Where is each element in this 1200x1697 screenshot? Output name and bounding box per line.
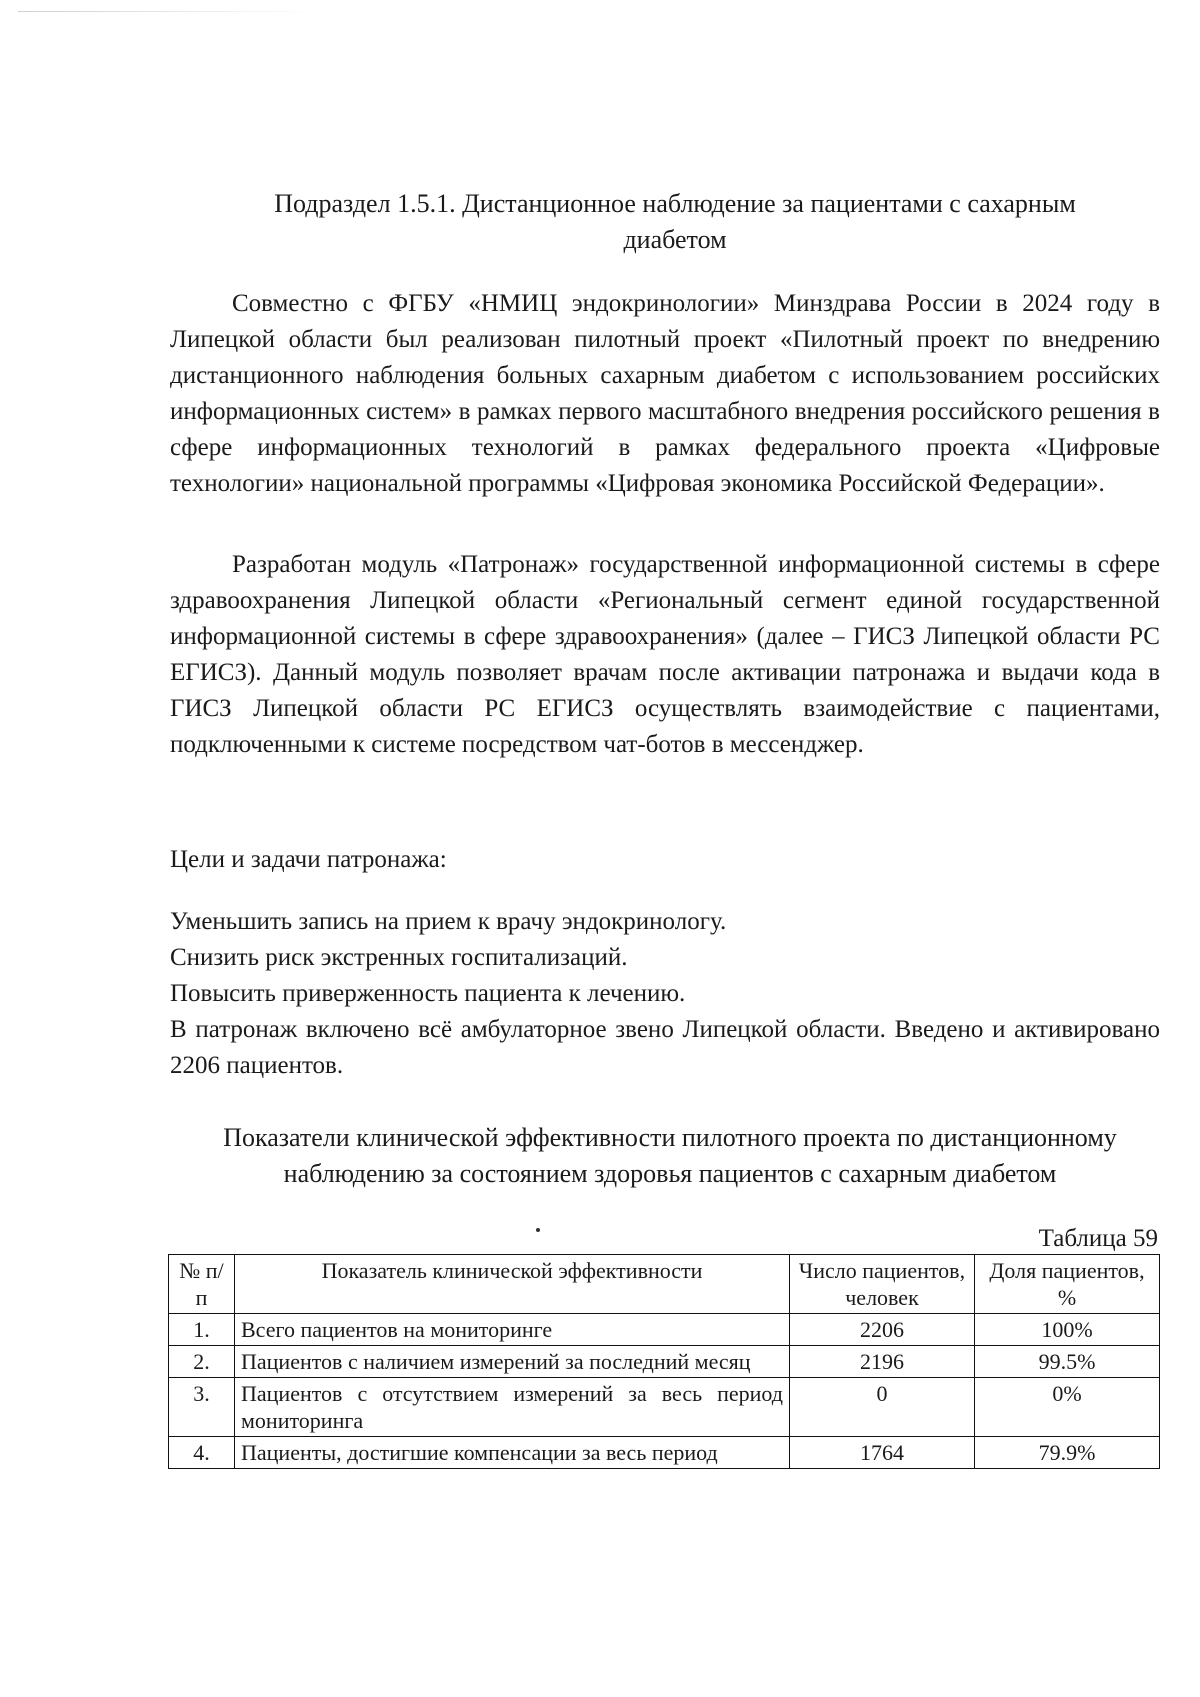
row-num: 1. xyxy=(169,1314,235,1346)
row-share: 0% xyxy=(975,1378,1160,1437)
subsection-title: Подраздел 1.5.1. Дистанционное наблюдение за пациентами с сахарным диабетом xyxy=(274,189,1076,254)
row-patients: 2196 xyxy=(790,1346,975,1378)
row-num: 3. xyxy=(169,1378,235,1437)
row-indicator: Всего пациентов на мониторинге xyxy=(235,1314,790,1346)
goals-heading: Цели и задачи патронажа: xyxy=(170,846,447,873)
table-row xyxy=(169,1314,1160,1346)
goal-item: Уменьшить запись на прием к врачу эндокринологу. xyxy=(170,908,727,935)
row-patients: 0 xyxy=(790,1378,975,1437)
goal-item: Снизить риск экстренных госпитализаций. xyxy=(170,944,628,971)
goals-list xyxy=(170,904,1160,1084)
row-num: 2. xyxy=(169,1346,235,1378)
scan-speck xyxy=(536,1228,540,1232)
clinical-efficiency-table xyxy=(168,1254,1160,1469)
row-share: 100% xyxy=(975,1314,1160,1346)
row-indicator: Пациентов с отсутствием измерений за весь период мониторинга xyxy=(235,1378,790,1437)
row-patients: 1764 xyxy=(790,1437,975,1469)
table-row xyxy=(169,1378,1160,1437)
row-share: 79.9% xyxy=(975,1437,1160,1469)
goal-item: Повысить приверженность пациента к лечению. xyxy=(170,980,686,1007)
patronage-summary: В патронаж включено всё амбулаторное звено Липецкой области. Введено и активировано 2206 пациентов. xyxy=(170,1016,1160,1079)
table-label: Таблица 59 xyxy=(1038,1225,1158,1252)
row-indicator: Пациентов с наличием измерений за последний месяц xyxy=(235,1346,790,1378)
paragraph-patronage-module: Разработан модуль «Патронаж» государственной информационной системы в сфере здравоохранения Липецкой области «Региональный сегмент единой государственной информационной системы в сфере здравоохранения» (далее – ГИСЗ Липецкой области РС ЕГИСЗ). Данный модуль позволяет врачам после активации патронажа и выдачи кода в ГИСЗ Липецкой области РС ЕГИСЗ осуществлять взаимодействие с пациентами, подключенными к системе посредством чат-ботов в мессенджер. xyxy=(170,551,1160,758)
paragraph-pilot-project: Совместно с ФГБУ «НМИЦ эндокринологии» Минздрава России в 2024 году в Липецкой области был реализован пилотный проект «Пилотный проект по внедрению дистанционного наблюдения больных сахарным диабетом с использованием российских информационных систем» в рамках первого масштабного внедрения российского решения в сфере информационных технологий в рамках федерального проекта «Цифровые технологии» национальной программы «Цифровая экономика Российской Федерации». xyxy=(170,290,1160,497)
row-share: 99.5% xyxy=(975,1346,1160,1378)
row-indicator: Пациенты, достигшие компенсации за весь период xyxy=(235,1437,790,1469)
header-patients: Число пациентов, человек xyxy=(790,1255,975,1314)
table-row xyxy=(169,1437,1160,1469)
header-share: Доля пациентов, % xyxy=(975,1255,1160,1314)
row-num: 4. xyxy=(169,1437,235,1469)
table-header-row xyxy=(169,1255,1160,1314)
scan-artifact-line xyxy=(18,11,318,12)
header-num: № п/п xyxy=(169,1255,235,1314)
header-indicator: Показатель клинической эффективности xyxy=(235,1255,790,1314)
table-caption: Показатели клинической эффективности пилотного проекта по дистанционному наблюдению за состоянием здоровья пациентов с сахарным диабетом xyxy=(223,1123,1117,1188)
row-patients: 2206 xyxy=(790,1314,975,1346)
table-row xyxy=(169,1346,1160,1378)
